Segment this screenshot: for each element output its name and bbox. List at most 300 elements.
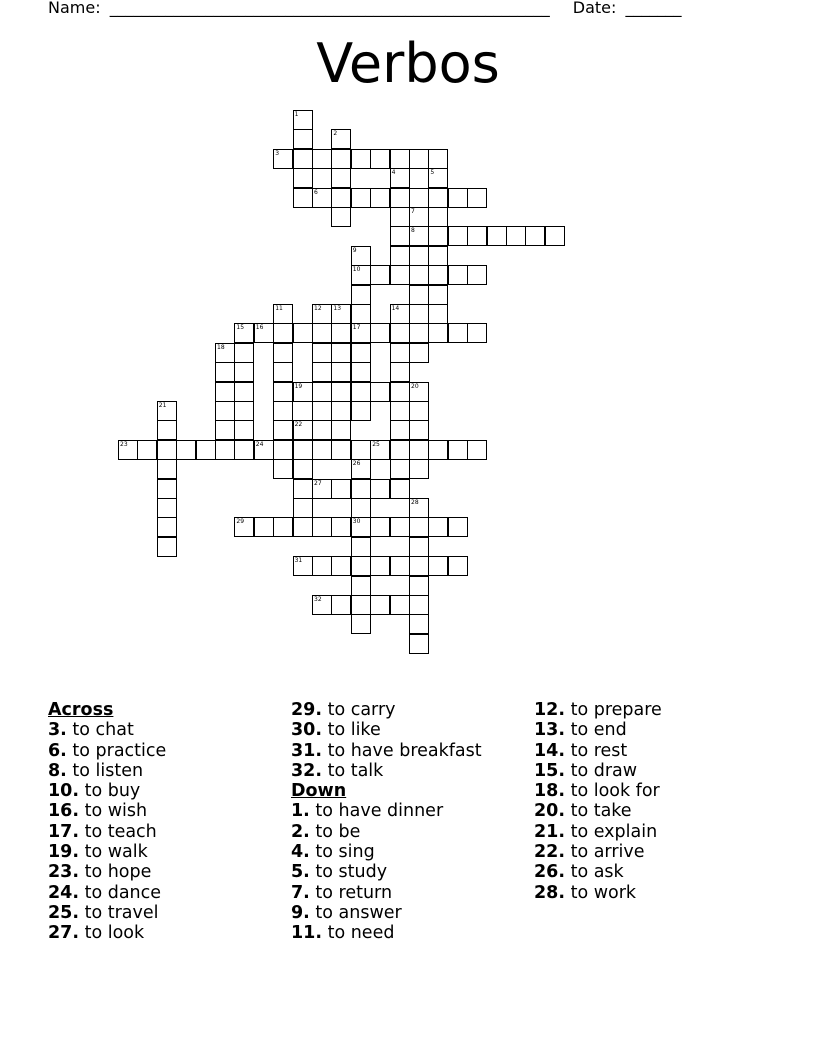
grid-cell[interactable] (273, 401, 293, 421)
grid-cell[interactable] (409, 517, 429, 537)
clue-number: 27 (314, 479, 322, 487)
grid-cell[interactable] (293, 323, 313, 343)
grid-cell[interactable] (390, 420, 410, 440)
grid-cell[interactable] (254, 440, 274, 460)
grid-cell[interactable] (390, 459, 410, 479)
grid-cell[interactable] (331, 207, 351, 227)
grid-cell[interactable] (331, 382, 351, 402)
clue-item-text: to travel (79, 902, 159, 923)
grid-cell[interactable] (428, 323, 448, 343)
clue-item (48, 822, 166, 842)
grid-cell[interactable] (312, 343, 332, 363)
grid-cell[interactable] (409, 265, 429, 285)
grid-cell[interactable] (428, 246, 448, 266)
clue-item-number: 15. (534, 760, 566, 781)
grid-cell[interactable] (157, 459, 177, 479)
grid-cell[interactable] (234, 517, 254, 537)
clue-number: 28 (411, 499, 419, 506)
grid-cell[interactable] (448, 517, 468, 537)
grid-cell[interactable] (331, 595, 351, 615)
clue-item (534, 741, 662, 761)
clue-item (291, 883, 482, 903)
clue-number: 23 (120, 440, 128, 448)
grid-cell[interactable] (351, 323, 371, 343)
grid-cell[interactable] (390, 595, 410, 615)
grid-cell[interactable] (312, 188, 332, 208)
clue-item-number: 28. (534, 882, 566, 903)
grid-cell[interactable] (351, 556, 371, 576)
grid-cell[interactable] (293, 149, 313, 169)
clue-item-number: 18. (534, 781, 566, 802)
grid-cell[interactable] (331, 362, 351, 382)
grid-cell[interactable] (331, 401, 351, 421)
grid-cell[interactable] (467, 323, 487, 343)
clue-number: 15 (236, 324, 245, 332)
clue-number: 18 (217, 343, 225, 351)
clue-item (48, 741, 166, 761)
clue-item-text: to take (565, 801, 632, 822)
grid-cell[interactable] (409, 556, 429, 576)
grid-cell[interactable] (370, 440, 390, 460)
grid-cell[interactable] (428, 304, 448, 324)
grid-cell[interactable] (428, 149, 448, 169)
grid-cell[interactable] (351, 304, 371, 324)
grid-cell[interactable] (312, 556, 332, 576)
clue-item (534, 883, 662, 903)
clue-item (534, 700, 662, 720)
grid-cell[interactable] (428, 517, 448, 537)
clue-item (48, 801, 166, 821)
grid-cell[interactable] (409, 323, 429, 343)
grid-cell[interactable] (428, 440, 448, 460)
grid-cell[interactable] (409, 634, 429, 654)
clue-item-text: to need (322, 923, 395, 944)
grid-cell[interactable] (293, 498, 313, 518)
clue-item-text: to prepare (565, 700, 662, 720)
clue-number: 4 (391, 169, 396, 177)
grid-cell[interactable] (390, 479, 410, 499)
grid-cell[interactable] (234, 362, 254, 382)
clue-item (48, 781, 166, 801)
clue-item (534, 781, 662, 801)
grid-cell[interactable] (390, 362, 410, 382)
clue-item-number: 10. (48, 781, 80, 802)
grid-cell[interactable] (409, 149, 429, 169)
grid-cell[interactable] (390, 517, 410, 537)
clue-item-number: 17. (48, 821, 80, 842)
clue-item-number: 16. (48, 801, 80, 822)
grid-cell[interactable] (467, 440, 487, 460)
grid-cell[interactable] (293, 382, 313, 402)
grid-cell[interactable] (312, 362, 332, 382)
grid-cell[interactable] (370, 265, 390, 285)
grid-cell[interactable] (525, 226, 545, 246)
grid-cell[interactable] (390, 382, 410, 402)
grid-cell[interactable] (487, 226, 507, 246)
grid-cell[interactable] (428, 226, 448, 246)
grid-cell[interactable] (370, 479, 390, 499)
clue-item-text: to study (309, 862, 388, 883)
grid-cell[interactable] (370, 595, 390, 615)
clue-item-text: to hope (79, 862, 152, 883)
grid-cell[interactable] (273, 382, 293, 402)
clue-item (291, 903, 482, 923)
grid-cell[interactable] (234, 420, 254, 440)
grid-cell[interactable] (293, 517, 313, 537)
clue-item-number: 20. (534, 801, 566, 822)
clue-number: 14 (391, 305, 400, 312)
grid-cell[interactable] (293, 110, 313, 130)
clue-number: 26 (352, 460, 361, 468)
clue-item-number: 13. (534, 720, 566, 741)
grid-cell[interactable] (234, 382, 254, 402)
clue-item-text: to look for (565, 781, 660, 802)
grid-cell[interactable] (293, 129, 313, 149)
clue-number: 3 (275, 149, 280, 157)
clue-item-text: to rest (565, 740, 628, 761)
grid-cell[interactable] (351, 382, 371, 402)
page-title: Verbos (316, 32, 500, 95)
grid-cell[interactable] (351, 285, 371, 305)
clue-number: 22 (294, 421, 303, 429)
clue-item-number: 6. (48, 740, 67, 761)
clue-number: 13 (333, 305, 342, 312)
grid-cell[interactable] (293, 420, 313, 440)
clue-number: 17 (352, 324, 361, 332)
grid-cell[interactable] (293, 168, 313, 188)
clue-item-text: to dance (79, 882, 162, 903)
grid-cell[interactable] (312, 420, 332, 440)
grid-cell[interactable] (409, 614, 429, 634)
grid-cell[interactable] (409, 440, 429, 460)
clue-item-number: 8. (48, 760, 67, 781)
grid-cell[interactable] (351, 265, 371, 285)
grid-cell[interactable] (254, 323, 274, 343)
clue-item (291, 801, 482, 821)
grid-cell[interactable] (293, 479, 313, 499)
name-blank[interactable]: _______________________________________________________ (109, 0, 550, 17)
grid-cell[interactable] (234, 323, 254, 343)
grid-cell[interactable] (428, 265, 448, 285)
grid-cell[interactable] (370, 323, 390, 343)
clue-item-text: to explain (565, 821, 658, 842)
grid-cell[interactable] (273, 149, 293, 169)
grid-cell[interactable] (351, 576, 371, 596)
grid-cell[interactable] (157, 479, 177, 499)
clue-item-text: to like (322, 720, 381, 741)
clue-item-text: to buy (79, 781, 141, 802)
clue-number: 7 (411, 208, 415, 215)
grid-cell[interactable] (331, 556, 351, 576)
clue-item-number: 23. (48, 862, 80, 883)
grid-cell[interactable] (157, 498, 177, 518)
clue-item (291, 720, 482, 740)
clue-item-number: 25. (48, 902, 80, 923)
grid-cell[interactable] (196, 440, 216, 460)
grid-cell[interactable] (312, 323, 332, 343)
grid-cell[interactable] (351, 188, 371, 208)
grid-cell[interactable] (137, 440, 157, 460)
clue-item-number: 3. (48, 720, 67, 741)
clue-column-2 (291, 700, 482, 944)
clue-item-text: to have breakfast (322, 740, 482, 761)
grid-cell[interactable] (331, 440, 351, 460)
grid-cell[interactable] (370, 382, 390, 402)
grid-cell[interactable] (273, 343, 293, 363)
clue-item-number: 1. (291, 801, 310, 822)
clue-section-heading: Across (48, 700, 114, 720)
grid-cell[interactable] (293, 459, 313, 479)
grid-cell[interactable] (312, 479, 332, 499)
clue-item (48, 903, 166, 923)
grid-cell[interactable] (273, 304, 293, 324)
grid-cell[interactable] (312, 440, 332, 460)
grid-cell[interactable] (331, 323, 351, 343)
grid-cell[interactable] (351, 362, 371, 382)
grid-cell[interactable] (293, 440, 313, 460)
grid-cell[interactable] (428, 168, 448, 188)
grid-cell[interactable] (273, 323, 293, 343)
clue-item-number: 31. (291, 740, 323, 761)
clue-item (48, 883, 166, 903)
grid-cell[interactable] (409, 188, 429, 208)
grid-cell[interactable] (157, 440, 177, 460)
grid-cell[interactable] (409, 304, 429, 324)
clue-item (48, 862, 166, 882)
grid-cell[interactable] (215, 420, 235, 440)
clue-item-text: to arrive (565, 842, 645, 863)
grid-cell[interactable] (390, 246, 410, 266)
clue-number: 32 (314, 596, 322, 603)
clue-item-number: 22. (534, 842, 566, 863)
clue-number: 19 (294, 382, 303, 390)
clue-item (48, 720, 166, 740)
grid-cell[interactable] (215, 382, 235, 402)
grid-cell[interactable] (448, 188, 468, 208)
grid-cell[interactable] (273, 459, 293, 479)
clue-item (291, 822, 482, 842)
grid-cell[interactable] (331, 149, 351, 169)
grid-cell[interactable] (390, 304, 410, 324)
grid-cell[interactable] (215, 362, 235, 382)
clue-item-text: to sing (309, 842, 375, 863)
grid-cell[interactable] (390, 401, 410, 421)
grid-cell[interactable] (234, 343, 254, 363)
clue-item (291, 741, 482, 761)
clue-number: 6 (314, 188, 318, 196)
clue-number: 2 (333, 130, 338, 138)
grid-cell[interactable] (370, 188, 390, 208)
clue-item-number: 26. (534, 862, 566, 883)
grid-cell[interactable] (409, 246, 429, 266)
grid-cell[interactable] (370, 149, 390, 169)
grid-cell[interactable] (467, 265, 487, 285)
grid-cell[interactable] (351, 149, 371, 169)
clue-section-heading: Down (291, 781, 347, 802)
grid-cell[interactable] (370, 556, 390, 576)
grid-cell[interactable] (390, 168, 410, 188)
clue-item (534, 862, 662, 882)
grid-cell[interactable] (215, 343, 235, 363)
clue-item-text: to end (565, 720, 627, 741)
clue-item-text: to talk (322, 760, 384, 781)
grid-cell[interactable] (545, 226, 565, 246)
clue-number: 1 (294, 111, 299, 118)
grid-cell[interactable] (312, 149, 332, 169)
grid-cell[interactable] (331, 129, 351, 149)
clue-item-number: 4. (291, 842, 310, 863)
grid-cell[interactable] (351, 498, 371, 518)
grid-cell[interactable] (273, 517, 293, 537)
clue-item-text: to listen (66, 760, 144, 781)
grid-cell[interactable] (370, 517, 390, 537)
clue-item-text: to work (565, 882, 637, 903)
grid-cell[interactable] (448, 556, 468, 576)
grid-cell[interactable] (118, 440, 138, 460)
clue-item-text: to carry (322, 700, 396, 720)
grid-cell[interactable] (409, 382, 429, 402)
grid-cell[interactable] (390, 343, 410, 363)
grid-cell[interactable] (506, 226, 526, 246)
grid-cell[interactable] (351, 440, 371, 460)
grid-cell[interactable] (409, 285, 429, 305)
grid-cell[interactable] (351, 459, 371, 479)
clue-item-number: 27. (48, 923, 80, 944)
grid-cell[interactable] (351, 343, 371, 363)
grid-cell[interactable] (467, 188, 487, 208)
grid-cell[interactable] (351, 517, 371, 537)
grid-cell[interactable] (409, 207, 429, 227)
grid-cell[interactable] (390, 226, 410, 246)
grid-cell[interactable] (331, 304, 351, 324)
grid-cell[interactable] (293, 556, 313, 576)
clue-item (534, 801, 662, 821)
grid-cell[interactable] (448, 323, 468, 343)
grid-cell[interactable] (331, 420, 351, 440)
grid-cell[interactable] (409, 498, 429, 518)
grid-cell[interactable] (428, 285, 448, 305)
grid-cell[interactable] (448, 265, 468, 285)
clue-number: 12 (314, 305, 322, 312)
grid-cell[interactable] (409, 420, 429, 440)
grid-cell[interactable] (351, 479, 371, 499)
grid-cell[interactable] (254, 517, 274, 537)
grid-cell[interactable] (448, 440, 468, 460)
grid-cell[interactable] (409, 401, 429, 421)
clue-item (291, 862, 482, 882)
grid-cell[interactable] (409, 595, 429, 615)
clue-item (48, 842, 166, 862)
grid-cell[interactable] (273, 362, 293, 382)
grid-cell[interactable] (390, 265, 410, 285)
grid-cell[interactable] (390, 188, 410, 208)
clue-item (48, 923, 166, 943)
clue-item-number: 21. (534, 821, 566, 842)
clue-number: 21 (158, 402, 167, 409)
grid-cell[interactable] (390, 323, 410, 343)
grid-cell[interactable] (176, 440, 196, 460)
clue-item-number: 19. (48, 842, 80, 863)
grid-cell[interactable] (215, 401, 235, 421)
grid-cell[interactable] (215, 440, 235, 460)
grid-cell[interactable] (331, 517, 351, 537)
grid-cell[interactable] (428, 556, 448, 576)
clue-column-1 (48, 700, 166, 944)
grid-cell[interactable] (331, 188, 351, 208)
grid-cell[interactable] (351, 401, 371, 421)
grid-cell[interactable] (234, 440, 254, 460)
clue-item-text: to walk (79, 842, 148, 863)
grid-cell[interactable] (312, 401, 332, 421)
date-blank[interactable]: _______ (625, 0, 682, 17)
grid-cell[interactable] (293, 188, 313, 208)
grid-cell[interactable] (157, 537, 177, 557)
clue-item (534, 720, 662, 740)
grid-cell[interactable] (448, 226, 468, 246)
grid-cell[interactable] (409, 459, 429, 479)
grid-cell[interactable] (428, 207, 448, 227)
grid-cell[interactable] (351, 614, 371, 634)
clue-number: 16 (255, 324, 264, 332)
clue-number: 25 (372, 440, 380, 448)
clue-item-number: 32. (291, 760, 323, 781)
grid-cell[interactable] (428, 188, 448, 208)
grid-cell[interactable] (351, 246, 371, 266)
clue-item-text: to answer (309, 902, 402, 923)
grid-cell[interactable] (409, 226, 429, 246)
grid-cell[interactable] (409, 576, 429, 596)
clue-number: 8 (411, 227, 415, 235)
clue-item-number: 29. (291, 700, 323, 720)
clue-item (534, 822, 662, 842)
grid-cell[interactable] (157, 420, 177, 440)
grid-cell[interactable] (390, 440, 410, 460)
grid-cell[interactable] (331, 168, 351, 188)
grid-cell[interactable] (390, 149, 410, 169)
clue-item-number: 30. (291, 720, 323, 741)
grid-cell[interactable] (331, 479, 351, 499)
grid-cell[interactable] (312, 595, 332, 615)
grid-cell[interactable] (351, 537, 371, 557)
grid-cell[interactable] (273, 420, 293, 440)
grid-cell[interactable] (390, 556, 410, 576)
clue-item-number: 12. (534, 700, 566, 720)
clue-item-text: to teach (79, 821, 157, 842)
grid-cell[interactable] (409, 343, 429, 363)
clue-item-text: to ask (565, 862, 624, 883)
grid-cell[interactable] (467, 226, 487, 246)
grid-cell[interactable] (234, 401, 254, 421)
grid-cell[interactable] (312, 517, 332, 537)
clue-item (534, 761, 662, 781)
clue-item-number: 5. (291, 862, 310, 883)
clue-item-text: to be (309, 821, 361, 842)
clue-item (534, 842, 662, 862)
grid-cell[interactable] (273, 440, 293, 460)
grid-cell[interactable] (351, 595, 371, 615)
clue-number: 5 (430, 169, 435, 177)
clue-item-text: to have dinner (309, 801, 444, 822)
grid-cell[interactable] (312, 382, 332, 402)
grid-cell[interactable] (157, 517, 177, 537)
grid-cell[interactable] (157, 401, 177, 421)
grid-cell[interactable] (331, 343, 351, 363)
grid-cell[interactable] (409, 537, 429, 557)
grid-cell[interactable] (312, 304, 332, 324)
grid-cell[interactable] (390, 207, 410, 227)
clue-number: 20 (411, 382, 419, 390)
clue-number: 31 (294, 557, 303, 565)
